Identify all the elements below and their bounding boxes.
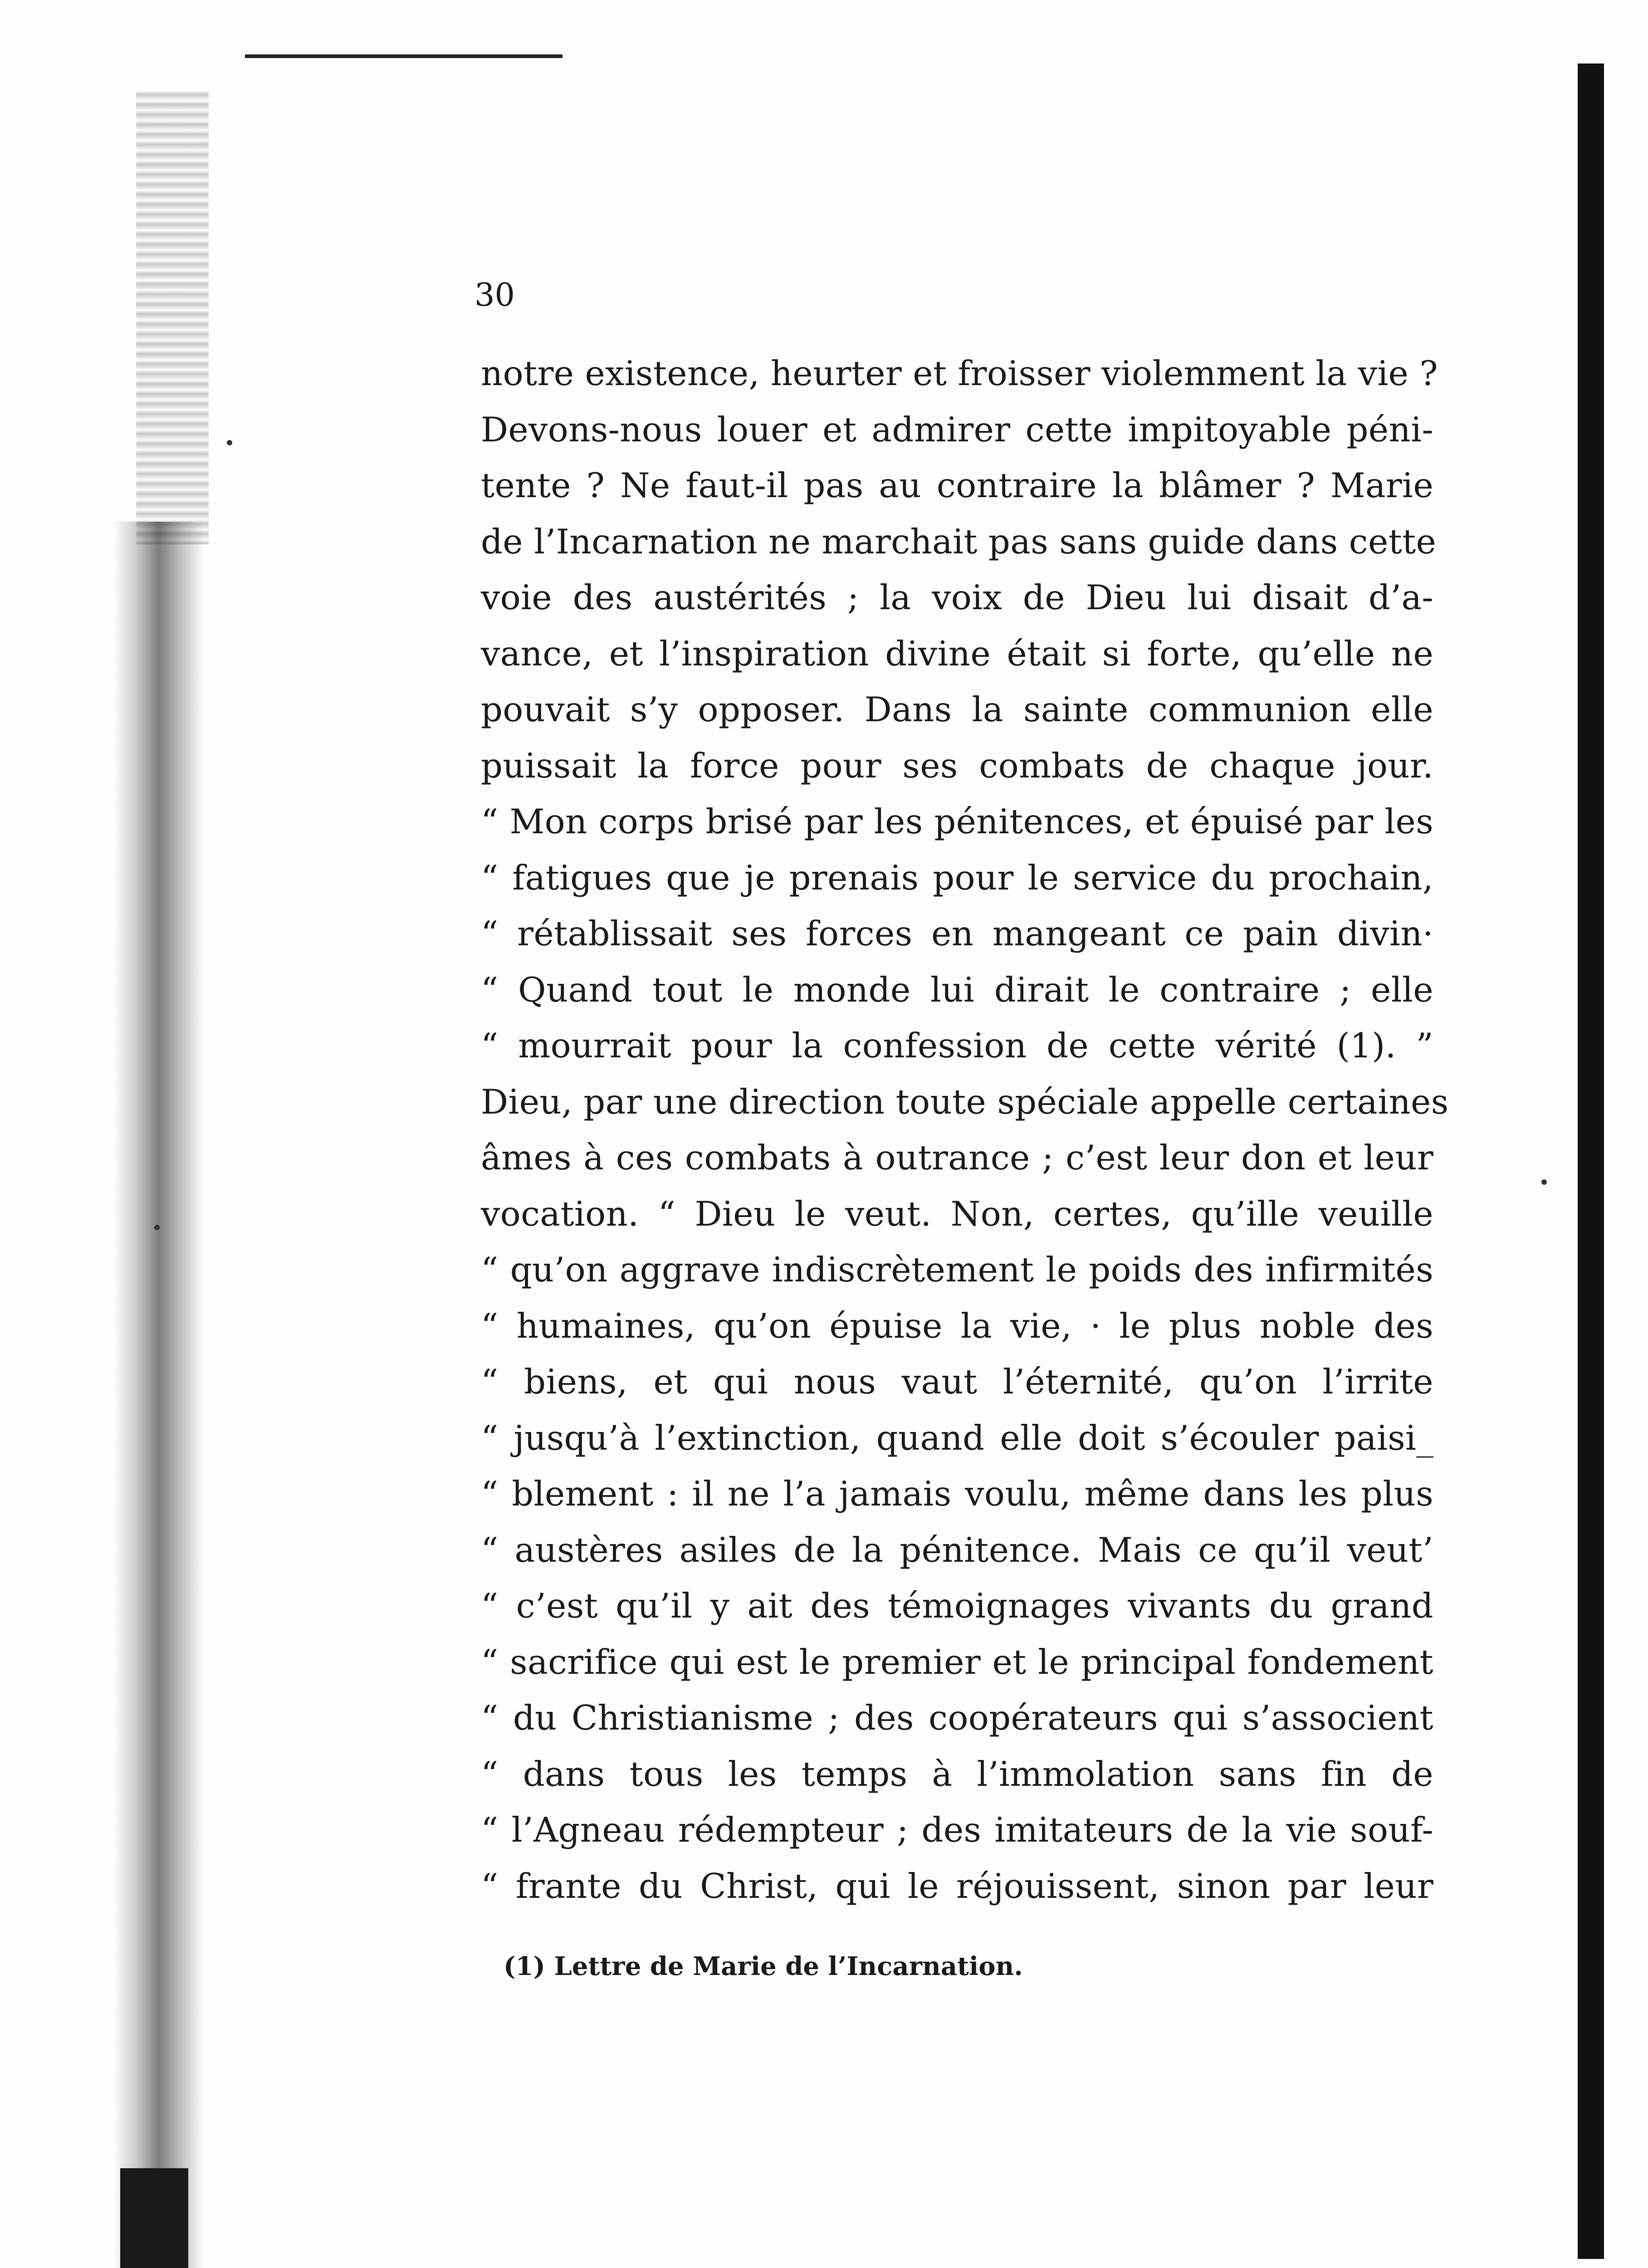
- binding-dark-block: [120, 2168, 188, 2268]
- text-line: puissait la force pour ses combats de chaque jour.: [481, 745, 1433, 786]
- text-line: “ Quand tout le monde lui dirait le contraire ; elle: [481, 969, 1433, 1010]
- text-line: “ jusqu’à l’extinction, quand elle doit s’écouler paisi_: [481, 1418, 1433, 1458]
- text-line: “ mourrait pour la confession de cette vérité (1). ”: [481, 1026, 1433, 1066]
- page-number: 30: [474, 276, 515, 313]
- text-line: “ biens, et qui nous vaut l’éternité, qu’on l’irrite: [481, 1362, 1433, 1402]
- text-line: de l’Incarnation ne marchait pas sans guide dans cette: [481, 521, 1437, 562]
- text-line: “ c’est qu’il y ait des témoignages vivants du grand: [481, 1586, 1433, 1626]
- text-line: vocation. “ Dieu le veut. Non, certes, qu’ille veuille: [481, 1193, 1433, 1234]
- text-line: “ fatigues que je prenais pour le service du prochain,: [481, 857, 1433, 898]
- text-line: “ dans tous les temps à l’immolation sans fin de: [481, 1754, 1433, 1794]
- text-line: notre existence, heurter et froisser violemment la vie ?: [481, 353, 1438, 393]
- text-line: “ austères asiles de la pénitence. Mais ce qu’il veut’: [481, 1530, 1433, 1570]
- top-edge-line: [245, 54, 562, 58]
- text-line: “ frante du Christ, qui le réjouissent, sinon par leur: [481, 1866, 1433, 1906]
- text-line: “ blement : il ne l’a jamais voulu, même dans les plus: [481, 1474, 1433, 1514]
- text-line: “ sacrifice qui est le premier et le principal fondement: [481, 1642, 1433, 1682]
- speck: [227, 440, 232, 445]
- right-edge-bar: [1578, 64, 1604, 2259]
- binding-shadow-top: [136, 91, 209, 544]
- text-line: “ l’Agneau rédempteur ; des imitateurs de la vie souf-: [481, 1810, 1433, 1850]
- speck: [1541, 1179, 1547, 1185]
- text-line: Devons-nous louer et admirer cette impitoyable péni-: [481, 409, 1433, 450]
- speck: [154, 1225, 160, 1230]
- footnote: (1) Lettre de Marie de l’Incarnation.: [504, 1951, 1023, 1981]
- text-line: Dieu, par une direction toute spéciale appelle certaines: [481, 1081, 1449, 1122]
- text-line: “ humaines, qu’on épuise la vie, · le plus noble des: [481, 1305, 1433, 1346]
- binding-shadow: [113, 522, 204, 2268]
- text-line: “ qu’on aggrave indiscrètement le poids des infirmités: [481, 1250, 1433, 1290]
- text-line: pouvait s’y opposer. Dans la sainte communion elle: [481, 689, 1433, 729]
- text-line: “ du Christianisme ; des coopérateurs qui s’associent: [481, 1698, 1433, 1738]
- text-line: “ Mon corps brisé par les pénitences, et épuisé par les: [481, 802, 1433, 841]
- text-line: “ rétablissait ses forces en mangeant ce pain divin·: [481, 914, 1433, 953]
- text-line: âmes à ces combats à outrance ; c’est leur don et leur: [481, 1138, 1433, 1178]
- text-line: voie des austérités ; la voix de Dieu lui disait d’a-: [481, 577, 1433, 617]
- text-line: tente ? Ne faut-il pas au contraire la blâmer ? Marie: [481, 465, 1433, 505]
- text-line: vance, et l’inspiration divine était si forte, qu’elle ne: [481, 633, 1433, 674]
- body-text: [481, 346, 1449, 1914]
